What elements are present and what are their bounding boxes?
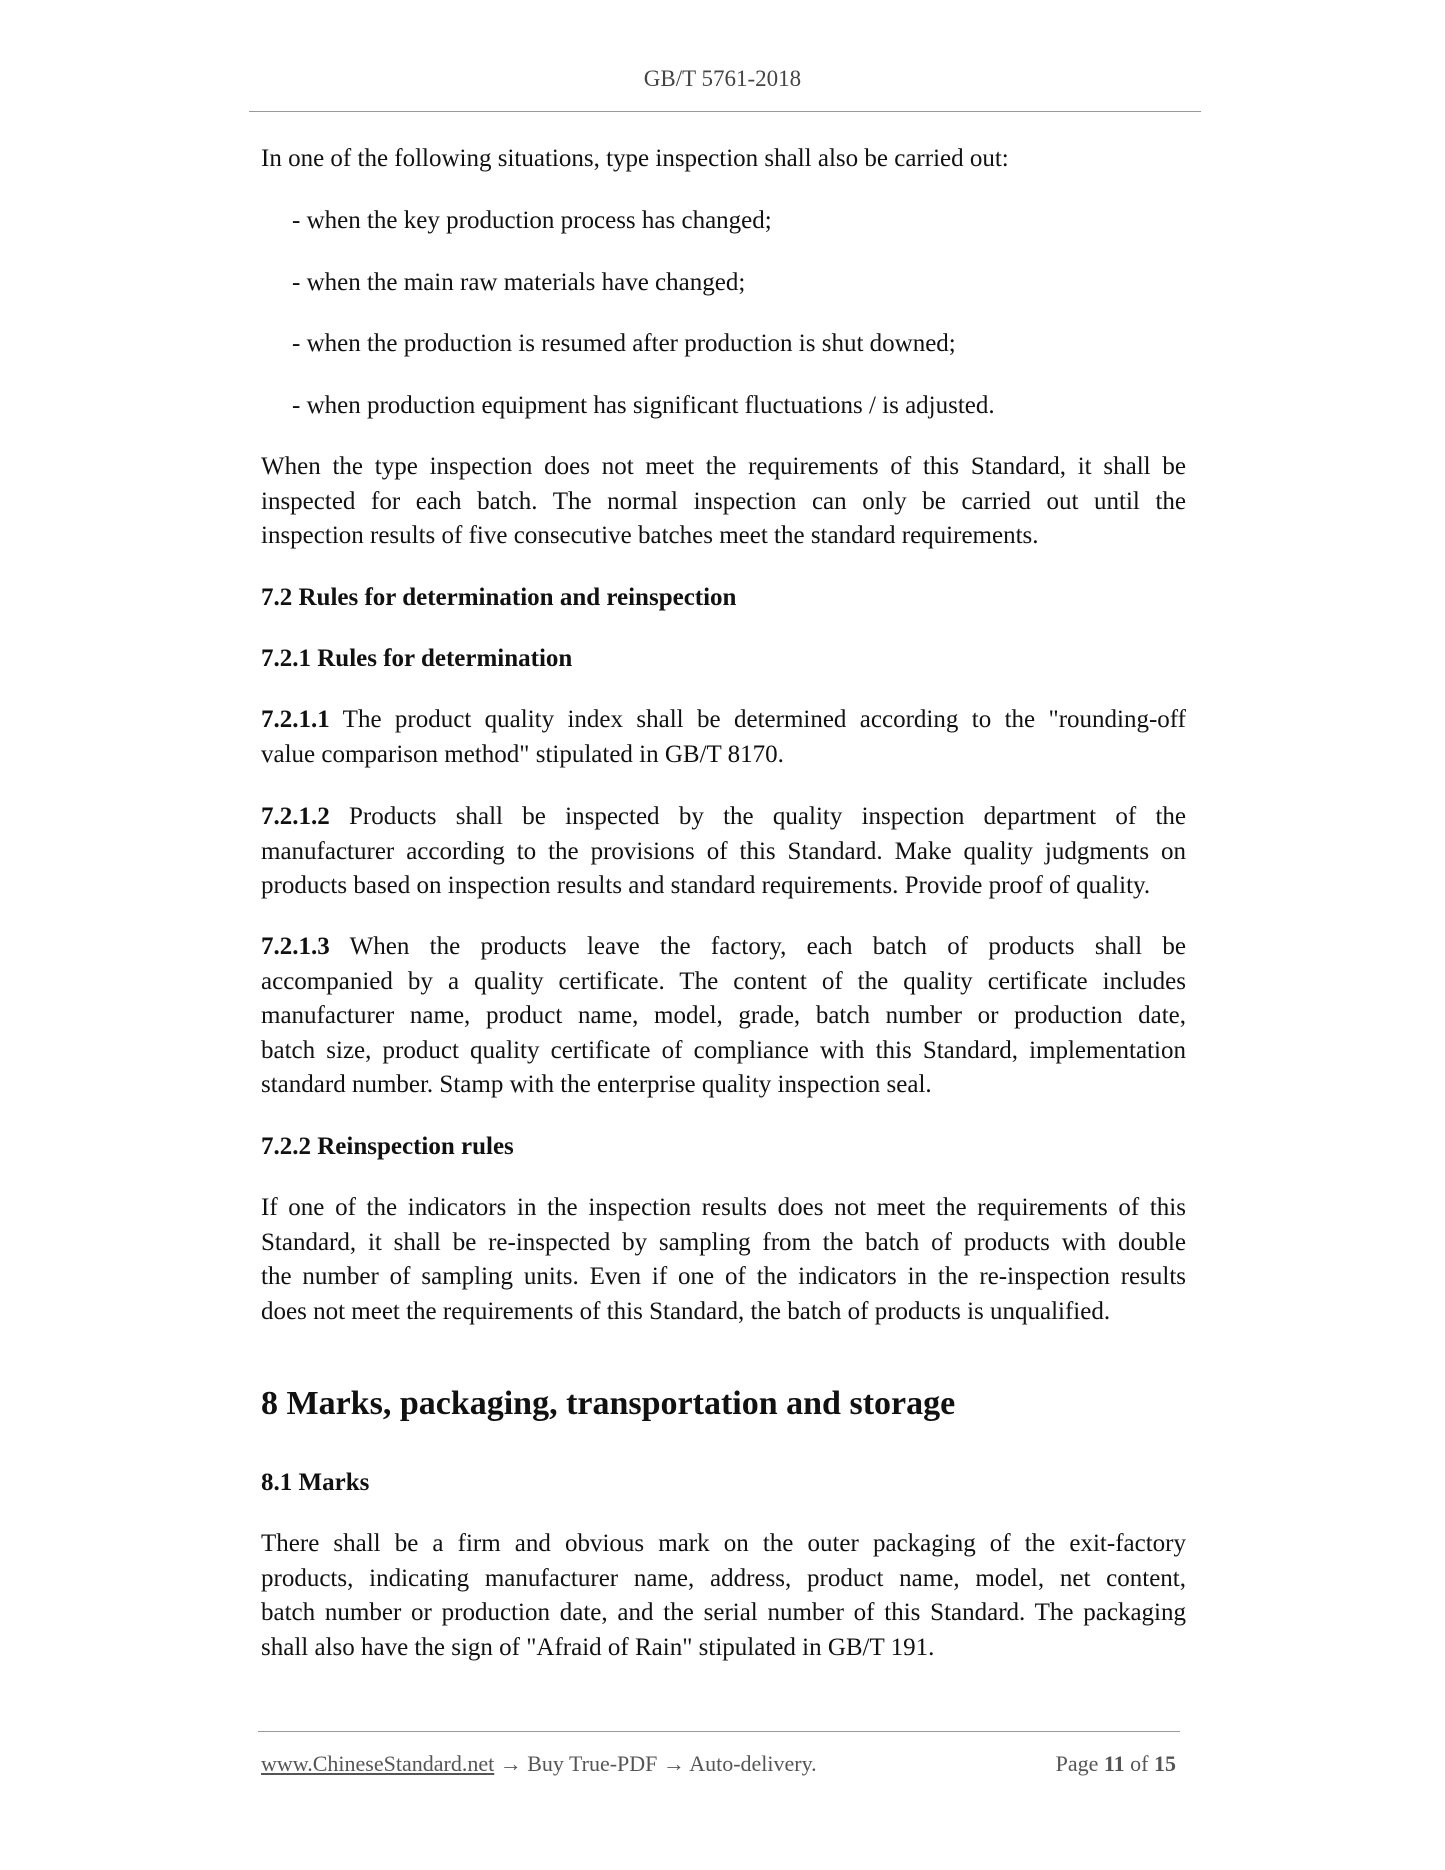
reinspection-paragraph xyxy=(261,1191,1186,1329)
bullet-item xyxy=(292,266,1172,301)
line xyxy=(261,930,1186,965)
website-link[interactable]: www.ChineseStandard.net xyxy=(261,1751,495,1776)
bullet-item xyxy=(292,327,1172,362)
footer-left xyxy=(261,1751,817,1777)
footer-divider xyxy=(258,1731,1180,1732)
line xyxy=(261,703,1186,738)
heading-7-2-2: 7.2.2 Reinspection rules xyxy=(261,1133,514,1160)
line: When the type inspection does not meet the requirements of this Standard, it shall be xyxy=(261,453,1186,480)
line-text: When the products leave the factory, each batch of products shall be xyxy=(329,933,1186,960)
line xyxy=(261,800,1186,835)
line: value comparison method" stipulated in GB/T 8170. xyxy=(261,740,784,768)
line: If one of the indicators in the inspection results does not meet the requirements of this xyxy=(261,1194,1186,1221)
line-text: The product quality index shall be determined according to the "rounding-off xyxy=(329,706,1186,733)
footer-text: → Buy True-PDF → Auto-delivery. xyxy=(494,1751,817,1776)
clause-7-2-1-3 xyxy=(261,930,1186,1103)
line: In one of the following situations, type inspection shall also be carried out: xyxy=(261,145,1009,172)
line: batch number or production date, and the serial number of this Standard. The packaging xyxy=(261,1599,1186,1627)
heading-7-2: 7.2 Rules for determination and reinspection xyxy=(261,584,737,611)
page-label: Page xyxy=(1055,1751,1099,1776)
line: products based on inspection results and standard requirements. Provide proof of quality. xyxy=(261,872,1151,900)
batch-paragraph xyxy=(261,450,1186,554)
line: batch size, product quality certificate of compliance with this Standard, implementation xyxy=(261,1036,1186,1064)
clause-7-2-1-2 xyxy=(261,800,1186,904)
line: - when the key production process has changed; xyxy=(292,207,772,234)
line: shall also have the sign of "Afraid of Rain" stipulated in GB/T 191. xyxy=(261,1633,935,1661)
current-page: 11 xyxy=(1103,1751,1125,1776)
line: inspected for each batch. The normal inspection can only be carried out until the xyxy=(261,487,1186,515)
line: products, indicating manufacturer name, address, product name, model, net content, xyxy=(261,1564,1186,1592)
clause-7-2-1-1 xyxy=(261,703,1186,772)
clause-number: 7.2.1.2 xyxy=(261,803,330,830)
intro-paragraph xyxy=(261,142,1186,177)
line-text: Products shall be inspected by the quality inspection department of the xyxy=(329,803,1186,830)
line: does not meet the requirements of this Standard, the batch of products is unqualified. xyxy=(261,1297,1111,1325)
heading-7-2-1: 7.2.1 Rules for determination xyxy=(261,645,573,672)
clause-number: 7.2.1.3 xyxy=(261,933,330,960)
heading-8: 8 Marks, packaging, transportation and storage xyxy=(261,1385,956,1422)
document-header: GB/T 5761-2018 xyxy=(643,66,802,91)
line: Standard, it shall be re-inspected by sampling from the batch of products with double xyxy=(261,1228,1186,1256)
marks-paragraph xyxy=(261,1527,1186,1665)
line: inspection results of five consecutive batches meet the standard requirements. xyxy=(261,522,1039,550)
line: - when the production is resumed after production is shut downed; xyxy=(292,330,956,357)
of-label: of xyxy=(1130,1751,1149,1776)
line: the number of sampling units. Even if one of the indicators in the re-inspection results xyxy=(261,1263,1186,1291)
line: standard number. Stamp with the enterprise quality inspection seal. xyxy=(261,1071,932,1099)
line: - when production equipment has significant fluctuations / is adjusted. xyxy=(292,392,995,419)
heading-8-1: 8.1 Marks xyxy=(261,1469,370,1496)
clause-number: 7.2.1.1 xyxy=(261,706,330,733)
bullet-item xyxy=(292,389,1172,424)
bullet-item xyxy=(292,204,1172,239)
line: manufacturer name, product name, model, grade, batch number or production date, xyxy=(261,1002,1186,1030)
line: manufacturer according to the provisions of this Standard. Make quality judgments on xyxy=(261,837,1186,865)
header-divider xyxy=(249,111,1201,112)
line: There shall be a firm and obvious mark on the outer packaging of the exit-factory xyxy=(261,1530,1186,1557)
total-pages: 15 xyxy=(1154,1751,1176,1776)
page-indicator xyxy=(1056,1751,1176,1777)
line: - when the main raw materials have changed; xyxy=(292,269,746,296)
line: accompanied by a quality certificate. The content of the quality certificate includes xyxy=(261,967,1186,995)
